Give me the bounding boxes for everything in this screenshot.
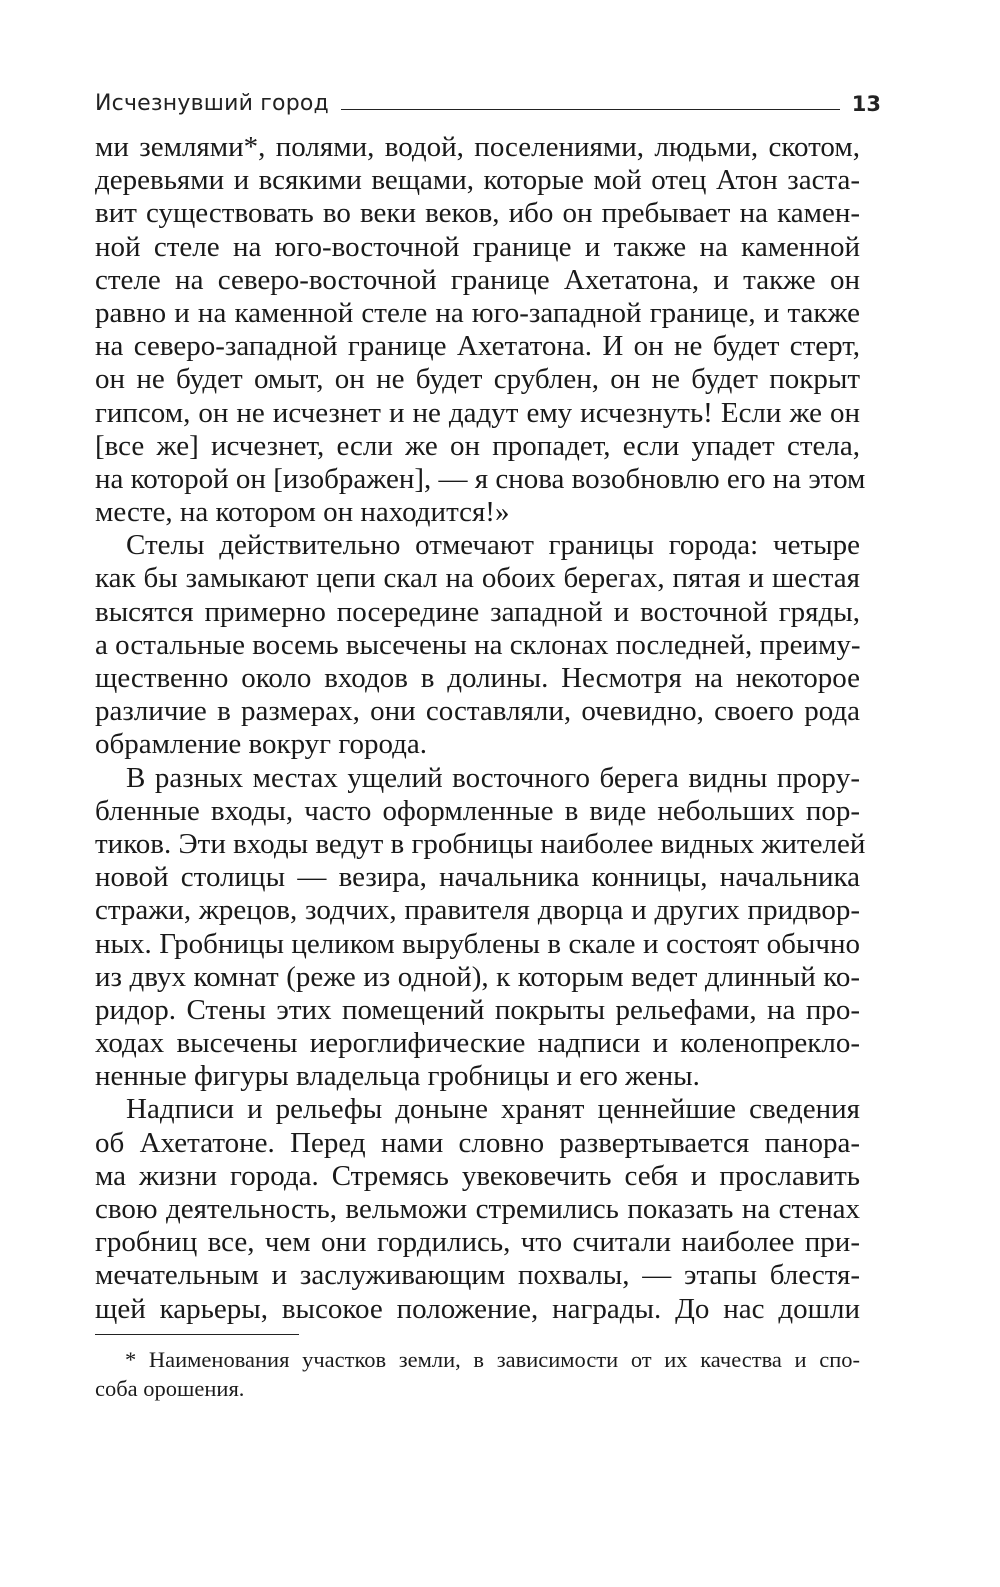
- text-line: гробниц все, чем они гордились, что считали наиболее при-: [95, 1226, 860, 1259]
- header-rule: [341, 109, 840, 110]
- text-line: об Ахетатоне. Перед нами словно развертывается панора-: [95, 1126, 860, 1159]
- footnote: [95, 1345, 860, 1403]
- text-line: из двух комнат (реже из одной), к которым ведет длинный ко-: [95, 960, 860, 993]
- text-line: ной стеле на юго-восточной границе и также на каменной: [95, 230, 860, 263]
- text-line: стражи, жрецов, зодчих, правителя дворца и других придвор-: [95, 894, 860, 927]
- text-line: равно и на каменной стеле на юго-западной границе, и также: [95, 296, 860, 329]
- chapter-title: Исчезнувший город: [95, 91, 329, 116]
- text-line: месте, на котором он находится!»: [95, 496, 510, 529]
- text-line: мечательным и заслуживающим похвалы, — этапы блестя-: [95, 1259, 860, 1292]
- text-line: В разных местах ущелий восточного берега видны проpу-: [126, 761, 860, 794]
- text-line: как бы замыкают цепи скал на обоих берегах, пятая и шестая: [95, 562, 860, 595]
- text-line: обрамление вокруг города.: [95, 728, 428, 761]
- text-line: щей карьеры, высокое положение, награды. До нас дошли: [95, 1292, 860, 1325]
- text-line: щественно около входов в долины. Несмотря на некоторое: [95, 662, 860, 694]
- text-line: ходах высечены иероглифические надписи и коленопрекло-: [95, 1027, 860, 1060]
- text-line: новой столицы — везира, начальника конницы, начальника: [95, 861, 860, 894]
- footnote-line: соба орошения.: [95, 1376, 245, 1401]
- text-line: а остальные восемь высечены на склонах последней, преиму-: [95, 628, 861, 661]
- text-line: ридор. Стены этих помещений покрыты рельефами, на про-: [95, 993, 860, 1026]
- text-line: он не будет омыт, он не будет срублен, он не будет покрыт: [95, 363, 860, 396]
- text-line: свою деятельность, вельможи стремились показать на стенах: [95, 1193, 860, 1225]
- text-line: ненные фигуры владельца гробницы и его жены.: [95, 1060, 700, 1093]
- text-line: бленные входы, часто оформленные в виде небольших пор-: [95, 794, 860, 827]
- text-line: ми землями*, полями, водой, поселениями, людьми, скотом,: [95, 131, 860, 163]
- text-line: Стелы действительно отмечают границы города: четыре: [126, 529, 860, 562]
- text-line: гипсом, он не исчезнет и не дадут ему исчезнуть! Если же он: [95, 396, 860, 429]
- footnote-line: * Наименования участков земли, в зависимости от их качества и спо-: [125, 1347, 860, 1372]
- text-line: ных. Гробницы целиком вырублены в скале и состоят обычно: [95, 927, 860, 960]
- main-text: [95, 131, 866, 1326]
- text-line: тиков. Эти входы ведут в гробницы наиболее видных жителей: [95, 827, 866, 860]
- text-line: Надписи и рельефы доныне хранят ценнейшие сведения: [126, 1093, 860, 1126]
- text-line: высятся примерно посередине западной и восточной гряды,: [95, 595, 860, 628]
- text-line: на которой он [изображен], — я снова возобновлю его на этом: [95, 462, 866, 495]
- text-line: ма жизни города. Стремясь увековечить себя и прославить: [95, 1159, 860, 1192]
- text-line: стеле на северо-восточной границе Ахетатона, и также он: [95, 263, 860, 296]
- text-line: различие в размерах, они составляли, очевидно, своего рода: [95, 695, 860, 728]
- text-line: вит существовать во веки веков, ибо он пребывает на камен-: [95, 197, 860, 230]
- page-number: 13: [851, 92, 881, 116]
- footnote-separator: [95, 1334, 299, 1335]
- text-line: на северо-западной границе Ахетатона. И он не будет стерт,: [95, 330, 860, 363]
- text-line: деревьями и всякими вещами, которые мой отец Атон заста-: [95, 164, 860, 197]
- running-header: [95, 86, 881, 116]
- text-line: [все же] исчезнет, если же он пропадет, если упадет стела,: [95, 429, 860, 462]
